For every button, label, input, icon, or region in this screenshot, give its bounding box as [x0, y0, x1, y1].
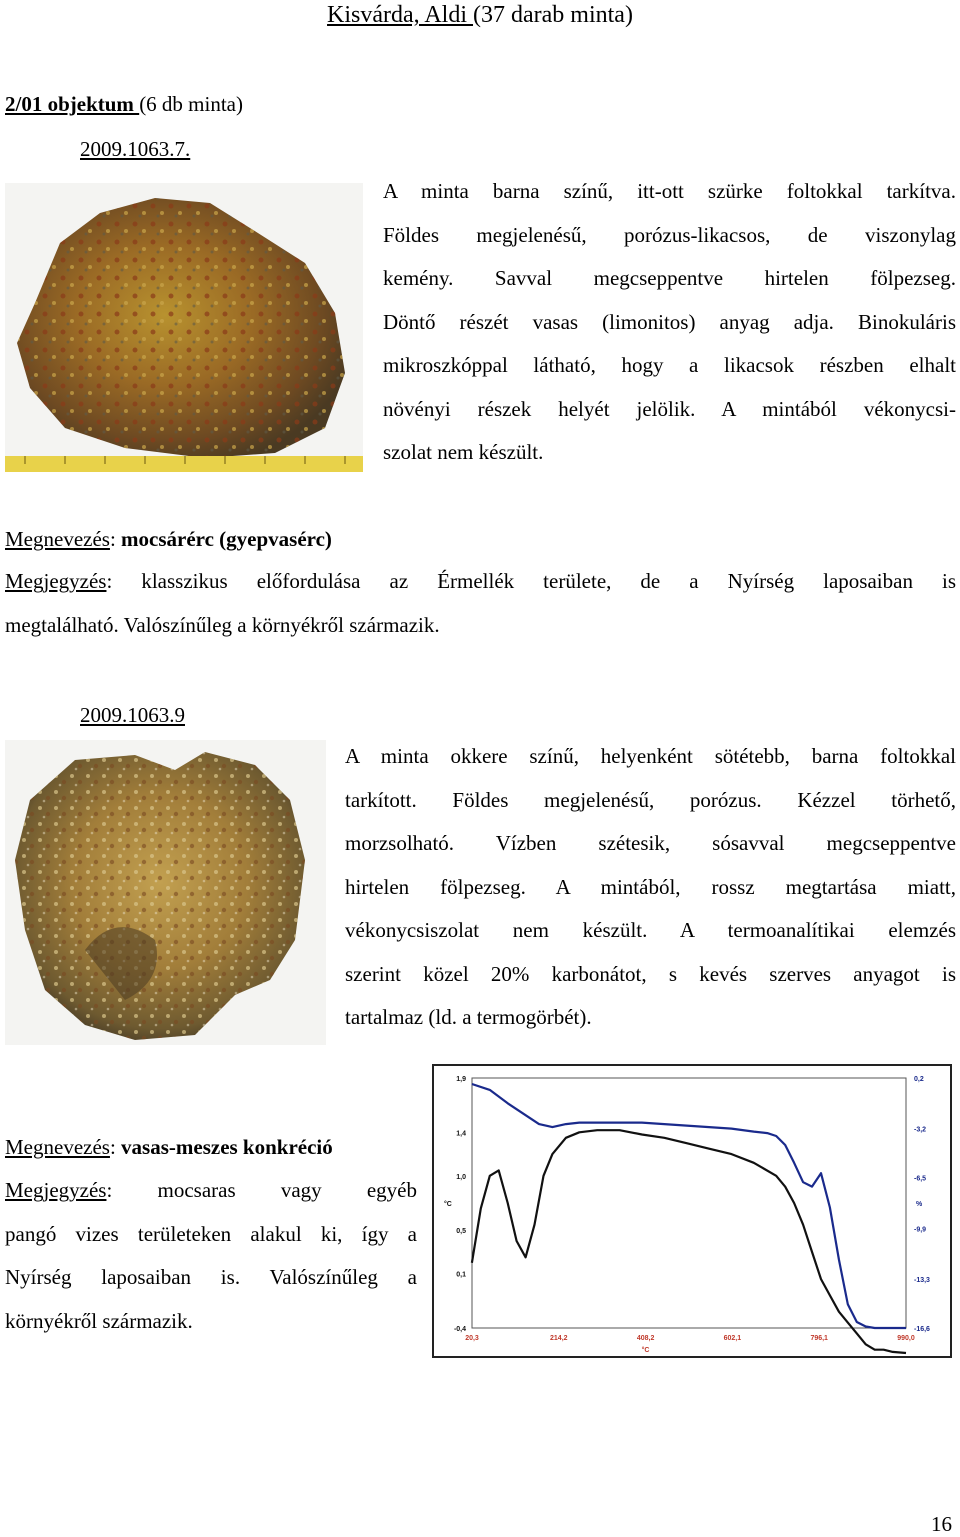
- object-count: (6 db minta): [139, 92, 243, 116]
- right-tick-label: -6,5: [914, 1175, 927, 1183]
- description-line: vékonycsiszolat nem készült. A termoanalítikai elemzés: [345, 918, 956, 942]
- sample-name: Megnevezés: vasas-meszes konkréció: [5, 1135, 333, 1159]
- sample-photo: [5, 183, 363, 472]
- plot-frame: [472, 1078, 906, 1328]
- x-tick-label: 408,2: [636, 1335, 655, 1342]
- left-tick-label: 1,9: [456, 1076, 466, 1083]
- sample-id: 2009.1063.7.: [80, 137, 191, 161]
- note-line: : klasszikus előfordulása az Érmellék területe, de a Nyírség laposaiban is: [106, 569, 956, 593]
- description-line: hirtelen fölpezseg. A mintából, rossz megtartása miatt,: [345, 874, 956, 899]
- header-count: (37 darab minta): [473, 2, 633, 28]
- sample-name: Megnevezés: mocsárérc (gyepvasérc): [5, 527, 332, 551]
- description-line: morzsolható. Vízben szétesik, sósavval megcseppentve: [345, 831, 956, 855]
- right-unit-label: %: [916, 1201, 923, 1208]
- description-line: tarkított. Földes megjelenésű, porózus. Kézzel törhető,: [345, 787, 956, 812]
- left-tick-label: 0,1: [456, 1271, 466, 1279]
- note-line: pangó vizes területeken alakul ki, így a: [5, 1221, 417, 1246]
- note-line: Nyírség laposaiban is. Valószínűleg a: [5, 1265, 417, 1289]
- sample-photo: [5, 740, 326, 1045]
- object-label: 2/01 objektum: [5, 92, 140, 116]
- note-line: : mocsaras vagy egyéb: [106, 1178, 417, 1202]
- sample-description: [345, 735, 956, 1040]
- description-line: tartalmaz (ld. a termogörbét).: [345, 1005, 592, 1029]
- x-tick-label: 796,1: [810, 1335, 828, 1342]
- sample-id: 2009.1063.9: [80, 703, 185, 727]
- page-number: 16: [931, 1512, 952, 1536]
- header-place: Kisvárda, Aldi: [327, 2, 474, 28]
- rock-image: [5, 183, 363, 472]
- description-line: Döntő részét vasas (limonitos) anyag adja. Binokuláris: [383, 309, 956, 334]
- page-header: [0, 2, 960, 29]
- name-label: Megnevezés: [5, 1135, 110, 1159]
- x-unit-label: °C: [641, 1347, 650, 1354]
- sample-note: [5, 1169, 417, 1343]
- right-tick-label: -3,2: [914, 1126, 927, 1134]
- left-tick-label: 1,4: [456, 1130, 466, 1138]
- right-tick-label: -9,9: [914, 1226, 927, 1234]
- right-tick-label: 0,2: [914, 1076, 924, 1083]
- description-line: szolat nem készült.: [383, 440, 544, 464]
- thermogram-chart: [432, 1064, 952, 1358]
- object-heading: [5, 92, 243, 117]
- description-line: mikroszkóppal látható, hogy a likacsok részben elhalt: [383, 353, 956, 377]
- right-tick-label: -13,3: [914, 1276, 930, 1284]
- description-line: A minta okkere színű, helyenként sötétebb, barna foltokkal: [345, 744, 956, 768]
- x-tick-label: 602,1: [723, 1335, 742, 1342]
- description-line: kemény. Savval megcseppentve hirtelen fölpezseg.: [383, 266, 956, 290]
- name-label: Megnevezés: [5, 527, 110, 551]
- name-value: mocsárérc (gyepvasérc): [121, 527, 332, 551]
- left-tick-label: 0,5: [456, 1228, 466, 1236]
- note-line: megtalálható. Valószínűleg a környékről származik.: [5, 612, 440, 637]
- thermogram-svg: [434, 1066, 950, 1356]
- description-line: növényi részek helyét jelölik. A mintából vékonycsi-: [383, 396, 956, 421]
- description-line: A minta barna színű, itt-ott szürke foltokkal tarkítva.: [383, 179, 956, 203]
- description-line: Földes megjelenésű, porózus-likacsos, de viszonylag: [383, 222, 956, 247]
- note-label: Megjegyzés: [5, 569, 107, 593]
- left-tick-label: -0,4: [453, 1326, 466, 1333]
- name-value: vasas-meszes konkréció: [121, 1135, 333, 1159]
- left-tick-label: 1,0: [456, 1173, 466, 1181]
- x-tick-label: 214,2: [550, 1335, 568, 1342]
- sample-description: [383, 170, 956, 475]
- sample-note: [5, 560, 956, 647]
- left-unit-label: °C: [444, 1201, 452, 1208]
- description-line: szerint közel 20% karbonátot, s kevés szerves anyagot is: [345, 961, 956, 986]
- dta-curve: [472, 1130, 906, 1353]
- x-tick-label: 990,0: [897, 1335, 915, 1342]
- right-tick-label: -16,6: [914, 1326, 930, 1333]
- note-label: Megjegyzés: [5, 1178, 107, 1202]
- rock-image: [5, 740, 326, 1045]
- note-line: környékről származik.: [5, 1308, 193, 1333]
- x-tick-label: 20,3: [465, 1335, 479, 1342]
